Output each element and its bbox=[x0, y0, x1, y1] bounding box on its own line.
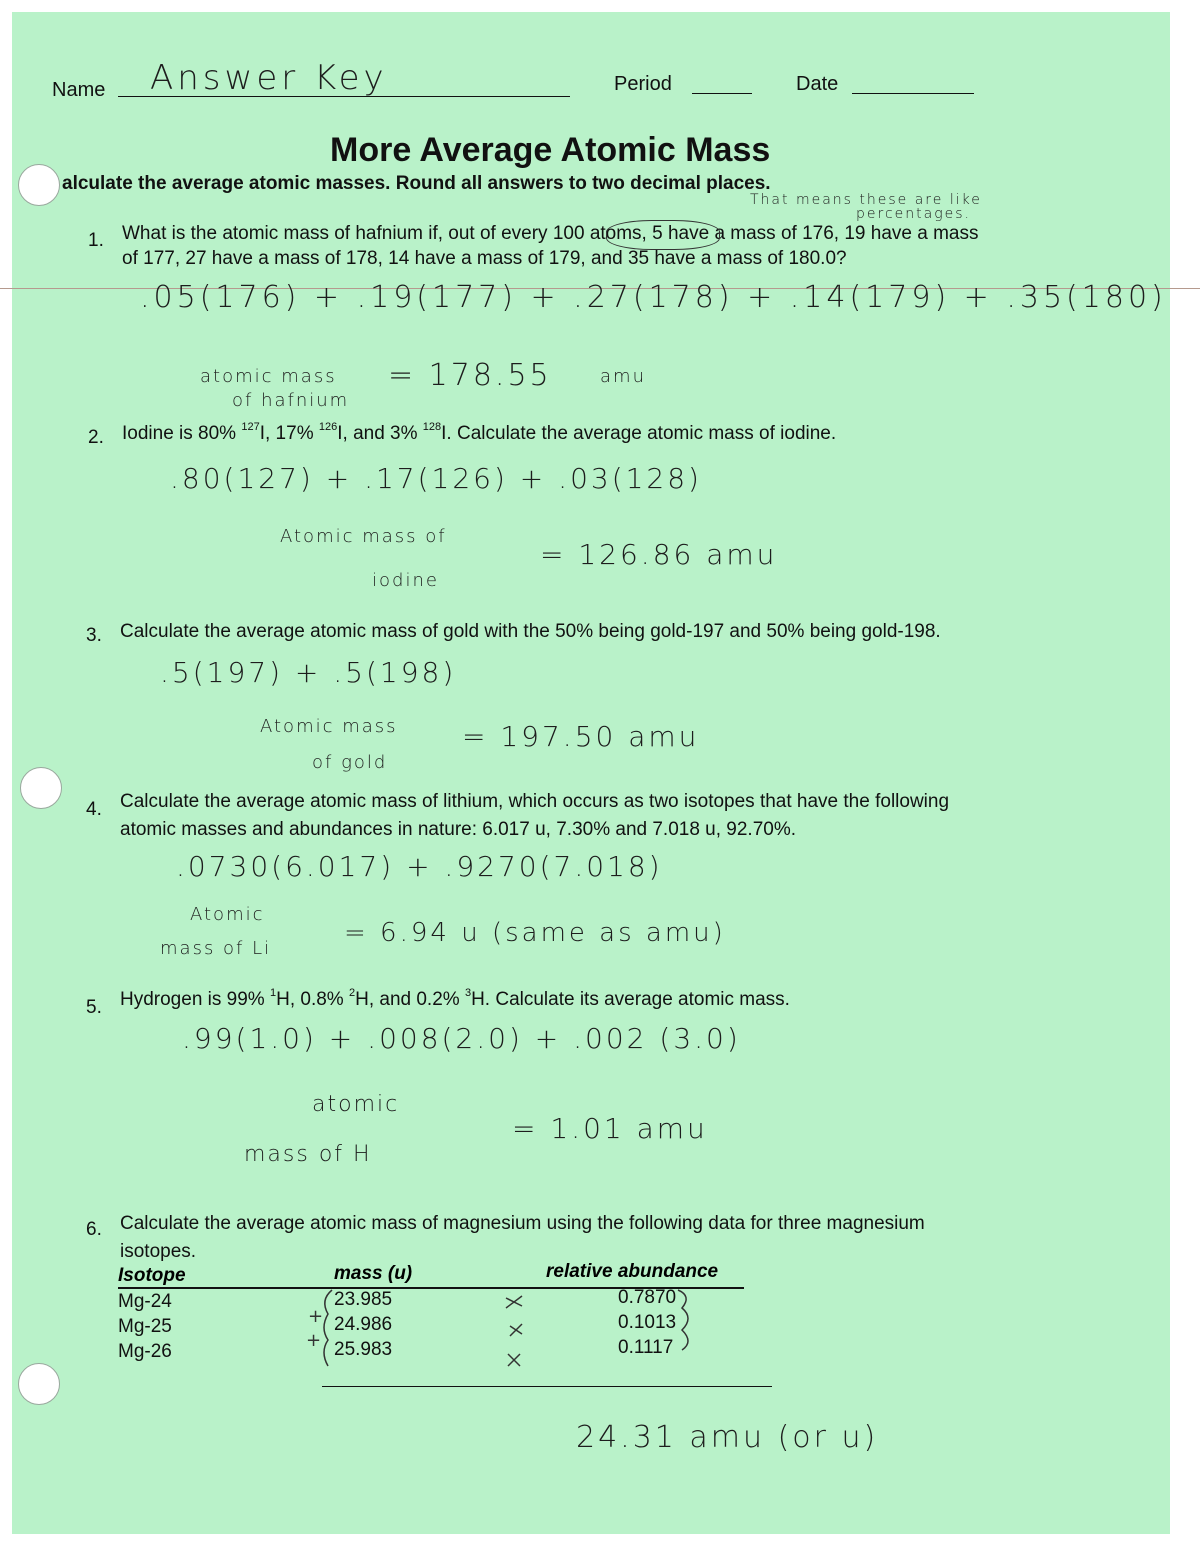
q3-label-line2: of gold bbox=[312, 752, 388, 773]
q5-work: .99(1.0) + .008(2.0) + .002 (3.0) bbox=[182, 1022, 741, 1055]
q1-work: .05(176) + .19(177) + .27(178) + .14(179) + .35(180) bbox=[140, 280, 1167, 315]
q4-answer: = 6.94 u (same as amu) bbox=[344, 918, 726, 948]
q3-number: 3. bbox=[86, 625, 102, 646]
margin-note-line2: percentages. bbox=[856, 206, 971, 222]
svg-text:+: + bbox=[308, 1306, 324, 1327]
q1-label-line1: atomic mass bbox=[200, 366, 337, 387]
table-row: Mg-25 bbox=[118, 1316, 172, 1337]
date-underline bbox=[852, 93, 974, 94]
table-row: Mg-26 bbox=[118, 1341, 172, 1362]
q4-number: 4. bbox=[86, 799, 102, 820]
q1-text-line2: of 177, 27 have a mass of 178, 14 have a mass of 179, and 35 have a mass of 180.0? bbox=[122, 248, 847, 269]
q5-text: Hydrogen is 99% $^1$H, 0.8% $^2$H, and 0.2% $^3$H. Calculate its average atomic mass. bbox=[120, 986, 790, 1010]
q2-text: Iodine is 80% $^{127}$I, 17% $^{126}$I, and 3% $^{128}$I. Calculate the average atomic mass of iodine. bbox=[122, 420, 837, 444]
q2-label-line1: Atomic mass of bbox=[280, 526, 447, 547]
q5-answer: = 1.01 amu bbox=[512, 1112, 708, 1145]
name-label: Name bbox=[52, 79, 106, 101]
period-label: Period bbox=[614, 73, 672, 95]
binder-hole-top bbox=[18, 164, 60, 206]
q4-label-line1: Atomic bbox=[190, 904, 265, 925]
q6-answer: 24.31 amu (or u) bbox=[576, 1420, 879, 1455]
date-label: Date bbox=[796, 73, 839, 95]
q1-circled-100-atoms bbox=[606, 220, 720, 250]
table-header-isotope: Isotope bbox=[118, 1265, 186, 1286]
svg-text:+: + bbox=[306, 1330, 322, 1351]
table-header-abundance: relative abundance bbox=[546, 1261, 719, 1282]
q1-text-line1: What is the atomic mass of hafnium if, out of every 100 atoms, 5 have a mass of 176, 19 have a mass bbox=[122, 223, 979, 244]
q4-label-line2: mass of Li bbox=[160, 938, 272, 959]
table-cell-mass: 23.985 bbox=[334, 1289, 393, 1310]
answer-underline bbox=[322, 1386, 772, 1387]
binder-hole-bottom bbox=[18, 1363, 60, 1405]
q2-answer: = 126.86 amu bbox=[540, 538, 778, 571]
q3-answer: = 197.50 amu bbox=[462, 720, 700, 753]
q1-unit: amu bbox=[600, 366, 646, 387]
instructions: alculate the average atomic masses. Round all answers to two decimal places. bbox=[62, 173, 771, 194]
table-cell-abundance: 0.1013 bbox=[618, 1312, 677, 1333]
q3-label-line1: Atomic mass bbox=[260, 716, 398, 737]
table-row: Mg-24 bbox=[118, 1291, 172, 1312]
q2-work: .80(127) + .17(126) + .03(128) bbox=[170, 462, 702, 495]
q2-label-line2: iodine bbox=[372, 570, 439, 591]
table-cell-abundance: 0.1117 bbox=[618, 1337, 674, 1358]
q5-number: 5. bbox=[86, 997, 102, 1018]
q6-number: 6. bbox=[86, 1219, 102, 1240]
q5-label-line1: atomic bbox=[312, 1092, 400, 1117]
q6-text-line1: Calculate the average atomic mass of magnesium using the following data for three magnesium bbox=[120, 1213, 925, 1234]
q4-text-line2: atomic masses and abundances in nature: 6.017 u, 7.30% and 7.018 u, 92.70%. bbox=[120, 819, 797, 840]
period-underline bbox=[692, 93, 752, 94]
name-handwritten: Answer Key bbox=[150, 58, 388, 98]
q4-work: .0730(6.017) + .9270(7.018) bbox=[176, 850, 663, 883]
q2-number: 2. bbox=[88, 427, 104, 448]
table-annotations bbox=[290, 1284, 710, 1374]
q5-label-line2: mass of H bbox=[244, 1142, 372, 1167]
q1-answer: = 178.55 bbox=[388, 358, 552, 393]
q3-text: Calculate the average atomic mass of gold with the 50% being gold-197 and 50% being gold-198. bbox=[120, 621, 941, 642]
table-cell-abundance: 0.7870 bbox=[618, 1287, 677, 1308]
table-header-mass: mass (u) bbox=[334, 1263, 413, 1284]
margin-note-line1: That means these are like bbox=[750, 192, 982, 208]
table-cell-mass: 25.983 bbox=[334, 1339, 393, 1360]
q6-text-line2: isotopes. bbox=[120, 1241, 197, 1262]
q4-text-line1: Calculate the average atomic mass of lithium, which occurs as two isotopes that have the following bbox=[120, 791, 950, 812]
q1-label-line2: of hafnium bbox=[232, 390, 350, 411]
page-title: More Average Atomic Mass bbox=[330, 131, 771, 169]
q3-work: .5(197) + .5(198) bbox=[160, 656, 457, 689]
table-cell-mass: 24.986 bbox=[334, 1314, 393, 1335]
binder-hole-middle bbox=[20, 767, 62, 809]
q1-number: 1. bbox=[88, 230, 104, 251]
